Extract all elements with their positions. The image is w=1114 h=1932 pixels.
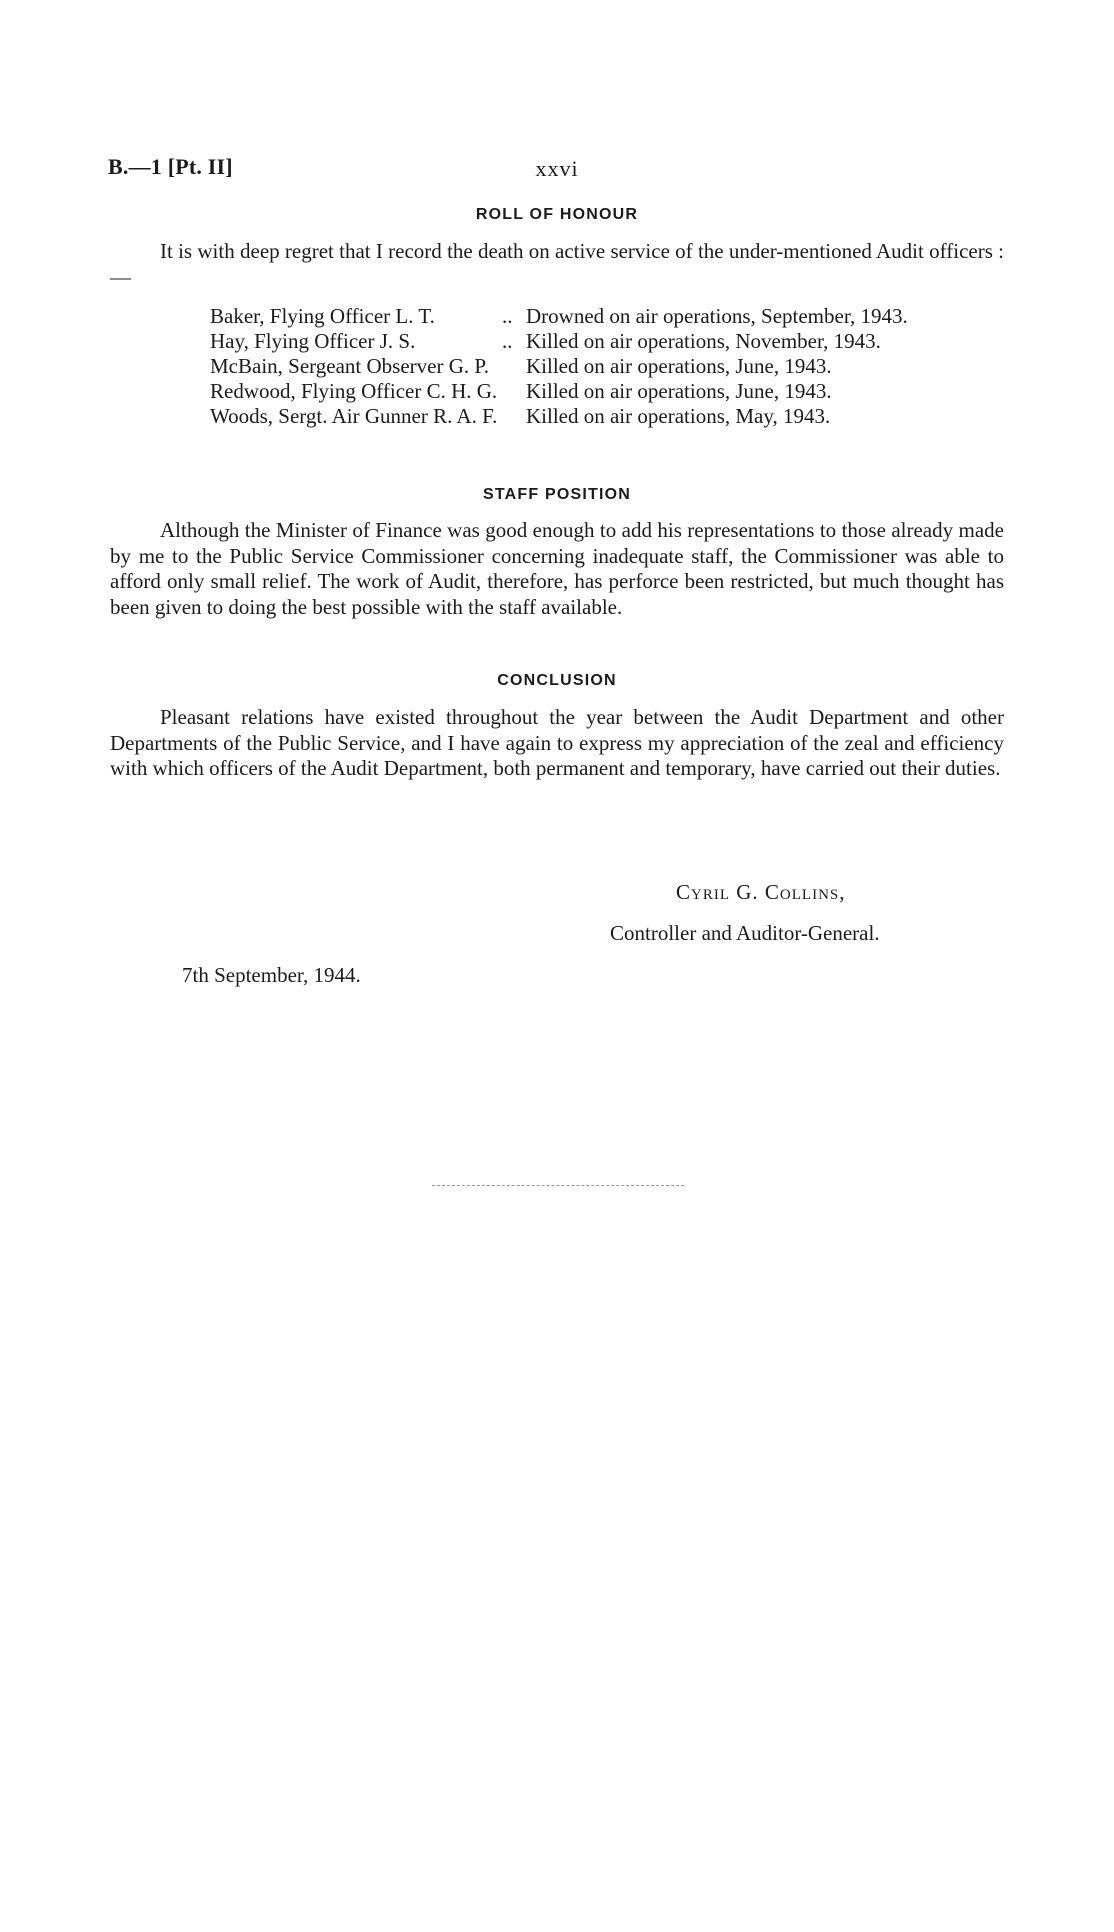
officer-fate: Killed on air operations, June, 1943.: [526, 354, 832, 378]
officer-name: [210, 304, 526, 329]
officer-name: [210, 329, 526, 354]
list-item: [210, 379, 1010, 404]
signatory-name: Cyril G. Collins,: [676, 880, 846, 904]
officer-fate: Killed on air operations, November, 1943.: [526, 329, 881, 353]
list-item: [210, 354, 1010, 379]
officer-name: [210, 379, 526, 404]
officer-name: [210, 404, 526, 429]
officer-name-text: McBain, Sergeant Observer G. P.: [210, 354, 489, 378]
staff-position-body: Although the Minister of Finance was good enough to add his representations to those already made by me to the Public Service Commissioner concerning inadequate staff, the Commissioner was able to afford only small relief. The work of Audit, therefore, has perforce been restricted, but much thought has been given to doing the best possible with the staff available.: [110, 518, 1004, 619]
officer-name-text: Baker, Flying Officer L. T.: [210, 304, 435, 328]
conclusion-heading: CONCLUSION: [497, 672, 617, 689]
page-number: xxvi: [535, 156, 579, 181]
roll-of-honour-list: [210, 304, 1010, 429]
document-reference-part: [Pt. II]: [167, 154, 233, 179]
document-date: 7th September, 1944.: [182, 963, 361, 987]
officer-name-text: Woods, Sergt. Air Gunner R. A. F.: [210, 404, 498, 428]
list-item: [210, 404, 1010, 429]
officer-name-text: Redwood, Flying Officer C. H. G.: [210, 379, 498, 403]
roll-of-honour-heading: ROLL OF HONOUR: [475, 206, 639, 223]
officer-name: [210, 354, 526, 379]
list-item: [210, 329, 1010, 354]
roll-of-honour-intro: It is with deep regret that I record the death on active service of the under-mentioned Audit officers :—: [110, 239, 1004, 289]
officer-fate: Drowned on air operations, September, 1943.: [526, 304, 908, 328]
list-item: [210, 304, 1010, 329]
document-reference-prefix: B.—1: [108, 154, 162, 179]
staff-position-heading: STAFF POSITION: [482, 486, 632, 503]
conclusion-body: Pleasant relations have existed throughout the year between the Audit Department and other Departments of the Public Service, and I have again to express my appreciation of the zeal and efficiency with which officers of the Audit Department, both permanent and temporary, have carried out their duties.: [110, 705, 1004, 780]
leader-dots: ..: [502, 304, 513, 328]
officer-fate: Killed on air operations, June, 1943.: [526, 379, 832, 403]
footer-rule: [432, 1185, 684, 1186]
officer-name-text: Hay, Flying Officer J. S.: [210, 329, 416, 353]
officer-fate: Killed on air operations, May, 1943.: [526, 404, 831, 428]
leader-dots: ..: [502, 329, 513, 353]
signatory-title: Controller and Auditor-General.: [610, 921, 880, 945]
